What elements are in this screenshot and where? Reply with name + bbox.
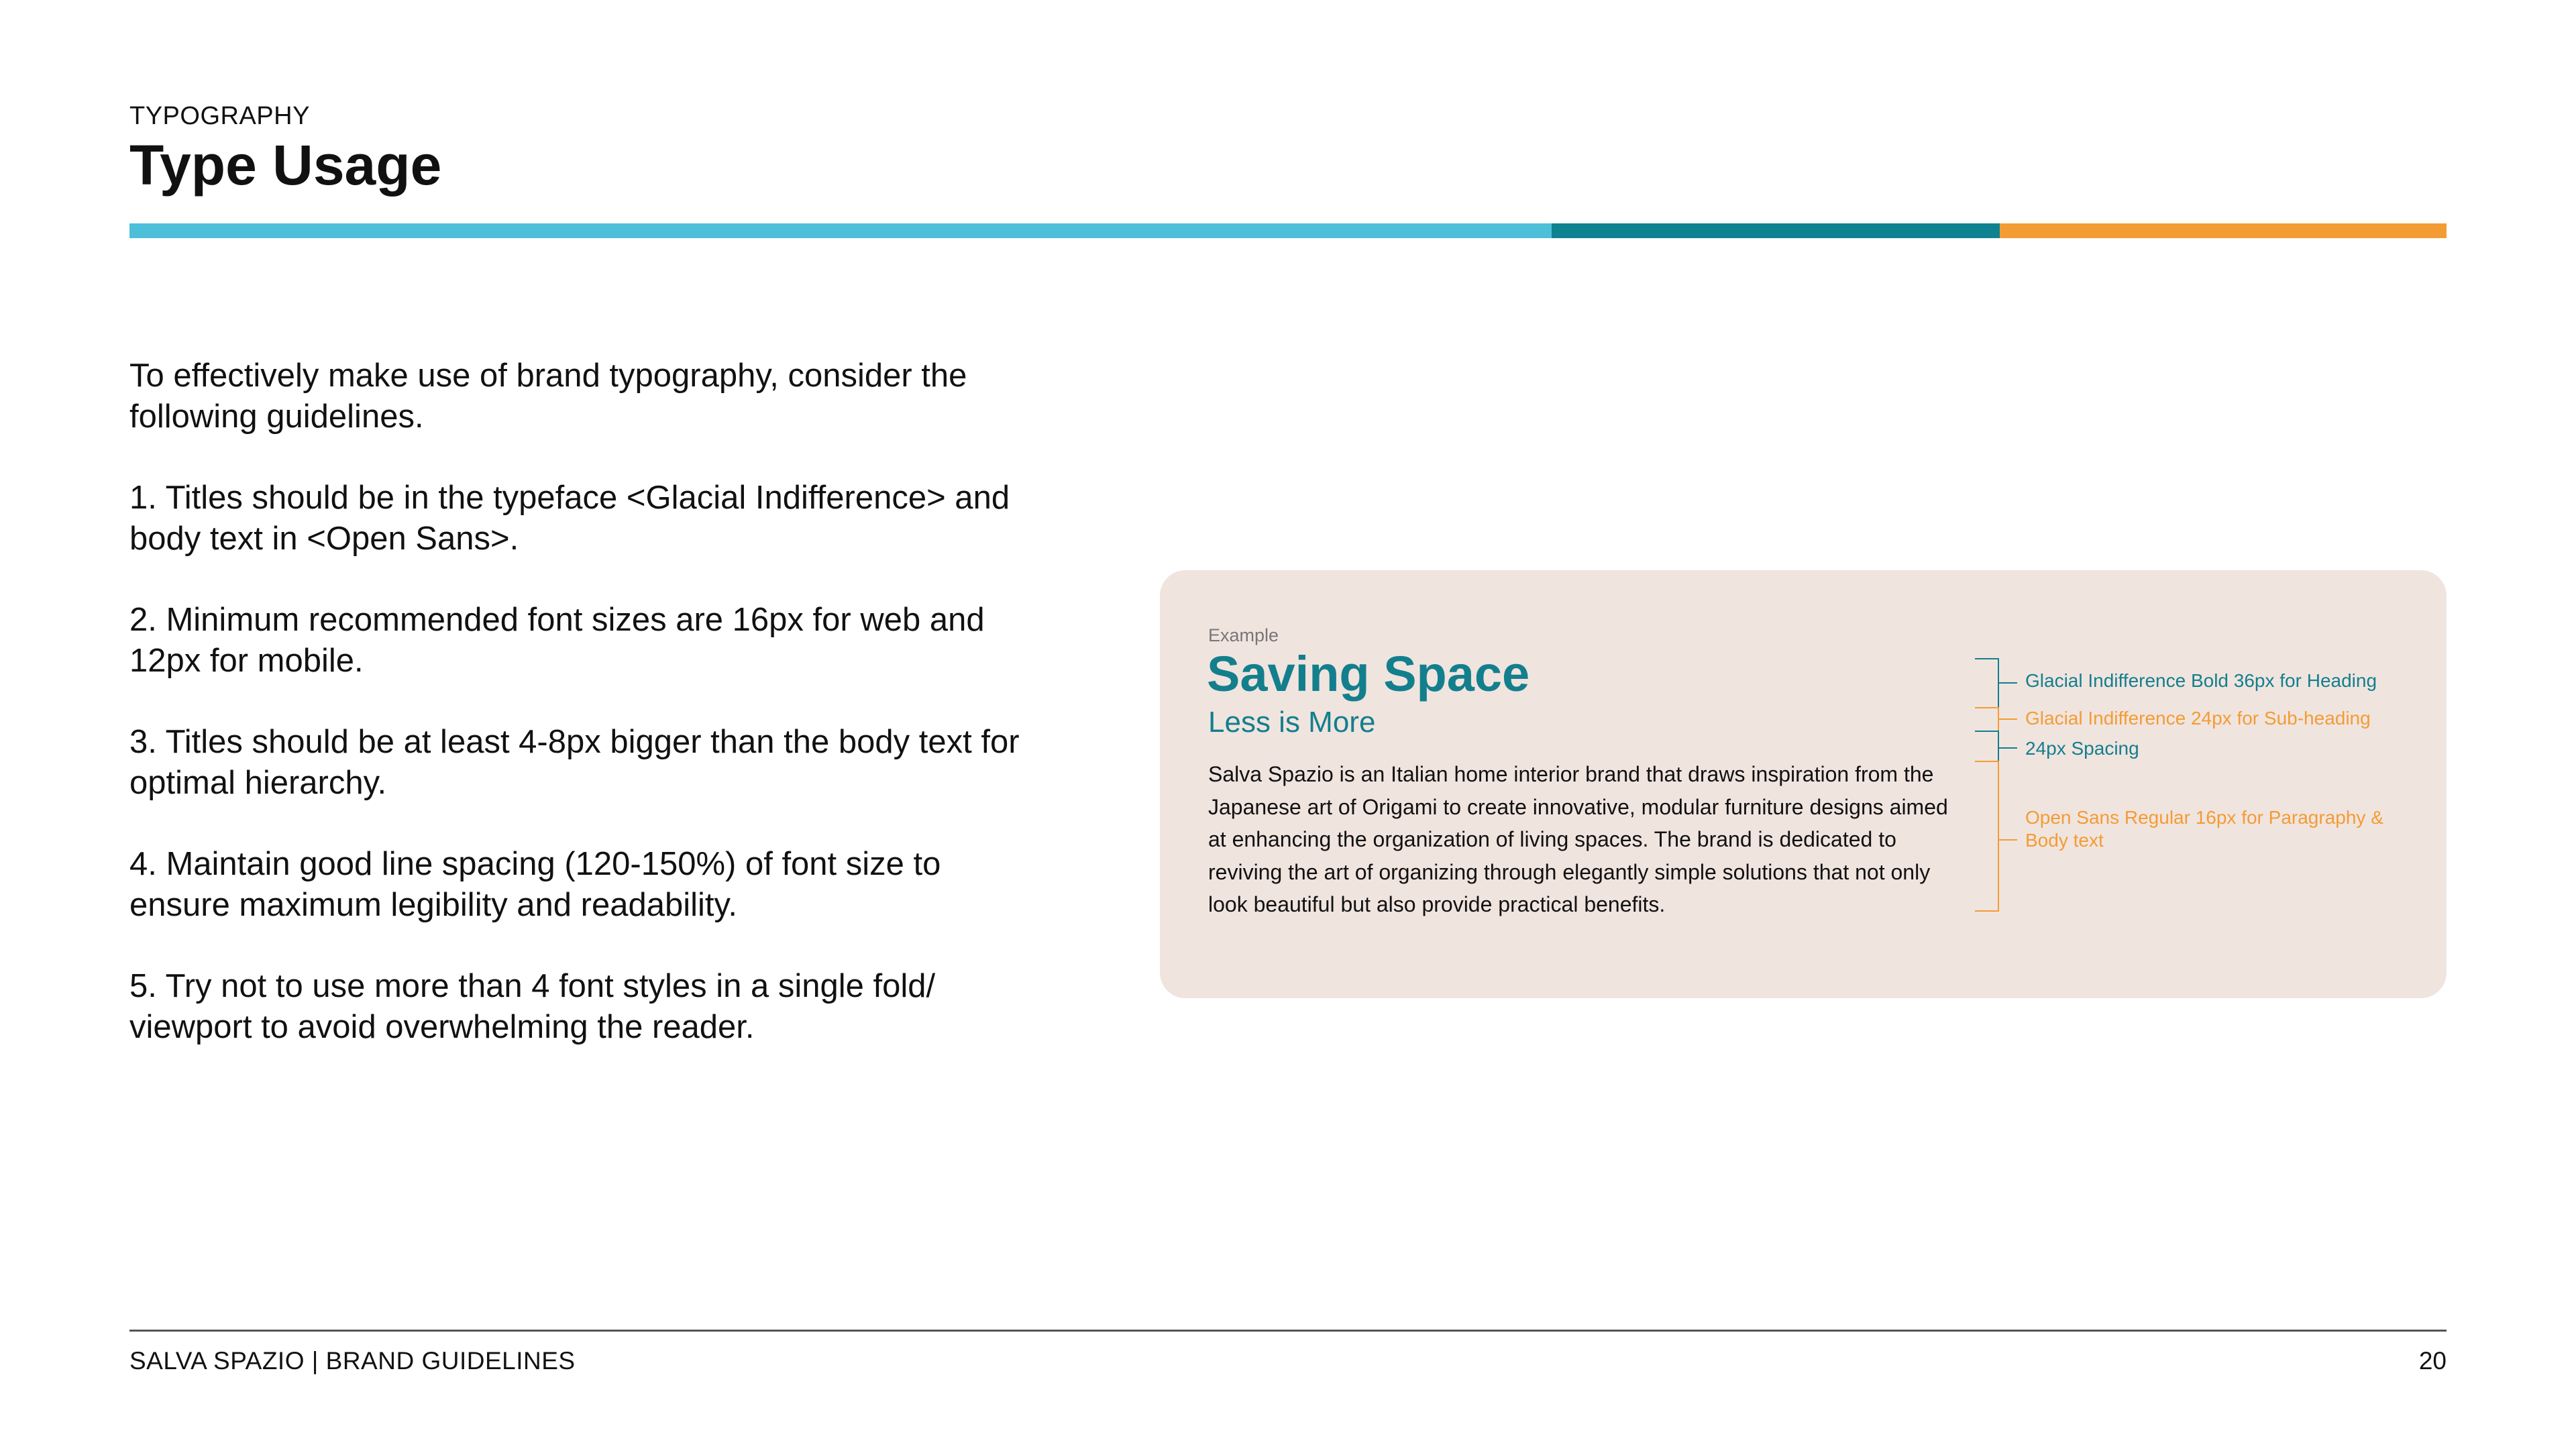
example-subheading: Less is More xyxy=(1208,706,1376,739)
color-bar-segment-orange xyxy=(2000,223,2447,238)
color-bar-segment-teal xyxy=(1552,223,2000,238)
guideline-item: 5. Try not to use more than 4 font styles in a single fold/ viewport to avoid overwhelming the reader. xyxy=(129,968,936,1045)
footer-brand: SALVA SPAZIO | BRAND GUIDELINES xyxy=(129,1347,576,1375)
example-body: Salva Spazio is an Italian home interior brand that draws inspiration from the Japanese art of Origami to create innovative, modular furniture designs aimed at enhancing the organization of living spaces. The brand is dedicated to reviving the art of organizing through elegantly simple solutions that not only look beautiful but also provide practical benefits. xyxy=(1208,762,1948,916)
body-bracket xyxy=(1975,761,2017,911)
subheading-bracket xyxy=(1975,708,2017,761)
example-heading: Saving Space xyxy=(1207,646,1530,702)
spacing-bracket xyxy=(1975,731,2017,761)
example-card xyxy=(1160,570,2447,998)
annotation-body: Open Sans Regular 16px for Paragraphy & Body text xyxy=(2025,807,2383,851)
guideline-item: 1. Titles should be in the typeface <Glacial Indifference> and body text in <Open Sans>. xyxy=(129,480,1010,557)
guidelines-lead: To effectively make use of brand typography, consider the following guidelines. xyxy=(129,358,967,435)
example-label: Example xyxy=(1208,625,1279,645)
footer-rule xyxy=(129,1330,2447,1332)
annotation-spacing: 24px Spacing xyxy=(2025,738,2139,759)
page-title: Type Usage xyxy=(129,133,442,197)
guidelines-text xyxy=(129,356,1022,1088)
color-bar xyxy=(129,223,2447,238)
guideline-item: 3. Titles should be at least 4-8px bigger than the body text for optimal hierarchy. xyxy=(129,724,1020,801)
heading-bracket xyxy=(1975,659,2017,708)
annotation-brackets xyxy=(1160,570,2447,998)
section-label: TYPOGRAPHY xyxy=(129,102,310,130)
guideline-item: 4. Maintain good line spacing (120-150%) of font size to ensure maximum legibility and readability. xyxy=(129,846,941,923)
color-bar-segment-light-blue xyxy=(129,223,1552,238)
page-number: 20 xyxy=(2418,1347,2447,1375)
annotation-subheading: Glacial Indifference 24px for Sub-heading xyxy=(2025,708,2371,729)
annotation-heading: Glacial Indifference Bold 36px for Heading xyxy=(2025,670,2377,691)
guideline-item: 2. Minimum recommended font sizes are 16px for web and 12px for mobile. xyxy=(129,602,985,679)
